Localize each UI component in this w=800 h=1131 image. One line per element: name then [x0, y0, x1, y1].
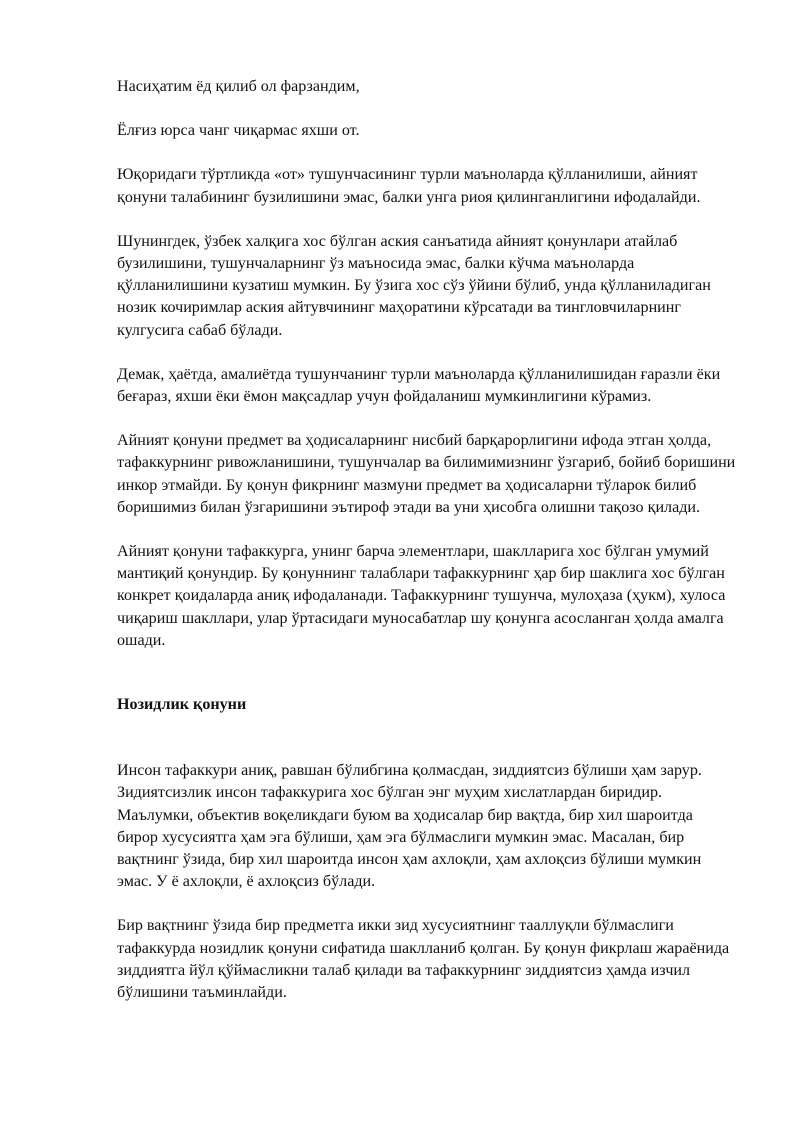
- poem-line-1: Насиҳатим ёд қилиб ол фарзандим,: [117, 78, 360, 95]
- section-heading: Нозидлик қонуни: [117, 696, 247, 714]
- paragraph: Бир вақтнинг ўзида бир предметга икки зид хусусиятнинг тааллуқли бўлмаслиги тафаккурда нозидлик қонуни сифатида шаклланиб қолган. Бу қонун фикрлаш жараёнида зиддиятга йўл қўймасликни талаб қилади ва тафаккурнинг зиддиятсиз ҳамда изчил бўлишини таъминлайди.: [117, 917, 730, 1002]
- paragraph: Демак, ҳаётда, амалиётда тушунчанинг турли маъноларда қўлланилишидан ғаразли ёки беғараз, яхши ёки ёмон мақсадлар учун фойдаланиш мумкинлигини кўрамиз.: [117, 365, 721, 406]
- paragraph: Айният қонуни предмет ва ҳодисаларнинг нисбий барқарорлигини ифода этган ҳолда, тафаккурнинг ривожланишини, тушунчалар ва билимимизнинг ўзгариб, бойиб боришини инкор этмайди. Бу қонун фикрнинг мазмуни предмет ва ҳодисаларни тўларок билиб боришимиз билан ўзгаришини эътироф этади ва уни ҳисобга олишни тақозо қилади.: [117, 432, 736, 516]
- paragraph: Юқоридаги тўртликда «от» тушунчасининг турли маъноларда қўлланилиши, айният қонуни талабининг бузилишини эмас, балки унга риоя қилинганлигини ифодалайди.: [117, 166, 701, 206]
- paragraph: Шунингдек, ўзбек халқига хос бўлган аския санъатида айният қонунлари атайлаб бузилишини, тушунчаларнинг ўз маъносида эмас, балки кўчма маъноларда қўлланилишини кузатиш мумкин. Бу ўзига хос сўз ўйини бўлиб, унда қўлланиладиган нозик кочиримлар аския айтувчининг маҳоратини кўрсатади ва тингловчиларнинг кулгусига сабаб бўлади.: [117, 232, 711, 339]
- poem-line-2: Ёлғиз юрса чанг чиқармас яхши от.: [117, 122, 360, 140]
- paragraph: Инсон тафаккури аниқ, равшан бўлибгина қолмасдан, зиддиятсиз бўлиши ҳам зарур. Зидиятсизлик инсон тафаккурига хос бўлган энг муҳим хислатлардан биридир. Маълумки, объектив воқеликдаги буюм ва ҳодисалар бир вақтда, бир хил шароитда бирор хусусиятга ҳам эга бўлиши, ҳам эга бўлмаслиги мумкин эмас. Масалан, бир вақтнинг ўзида, бир хил шароитда инсон ҳам ахлоқли, ҳам ахлоқсиз бўлиши мумкин эмас. У ё ахлоқли, ё ахлоқсиз бўлади.: [117, 762, 702, 891]
- paragraph: Айният қонуни тафаккурга, унинг барча элементлари, шаклларига хос бўлган умумий мантиқий қонундир. Бу қонуннинг талаблари тафаккурнинг ҳар бир шаклига хос бўлган конкрет қоидаларда аниқ ифодаланади. Тафаккурнинг тушунча, мулоҳаза (ҳукм), хулоса чиқариш шакллари, улар ўртасидаги муносабатлар шу қонунга асосланган ҳолда амалга ошади.: [117, 543, 726, 649]
- document-body: [117, 76, 737, 1026]
